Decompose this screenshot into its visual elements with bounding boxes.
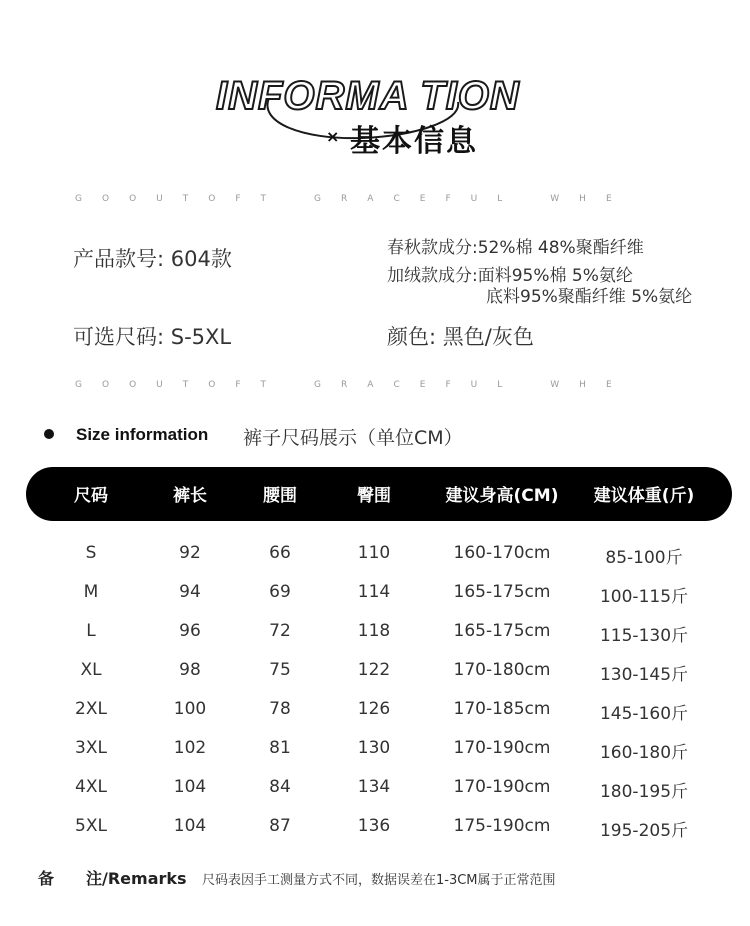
header-height: 建议身高(CM) (445, 486, 559, 506)
fleece-material: 加绒款成分:面料95%棉 5%氨纶 (387, 266, 633, 286)
cell-height: 165-175cm (453, 582, 551, 602)
cell-length: 96 (179, 621, 201, 641)
spring-material: 春秋款成分:52%棉 48%聚酯纤维 (387, 238, 644, 258)
cell-waist: 78 (269, 699, 291, 719)
logo-x-mark: × (326, 127, 340, 146)
header-waist: 腰围 (263, 486, 297, 506)
cell-weight: 115-130斤 (599, 626, 689, 646)
cell-height: 170-185cm (453, 699, 551, 719)
cell-length: 98 (179, 660, 201, 680)
available-sizes: 可选尺码: S-5XL (73, 325, 232, 349)
cell-size: 5XL (75, 816, 107, 836)
colors: 颜色: 黑色/灰色 (387, 325, 534, 349)
cell-waist: 87 (269, 816, 291, 836)
cell-length: 104 (173, 816, 207, 836)
remarks-text: 尺码表因手工测量方式不同，数据误差在1-3CM属于正常范围 (202, 873, 556, 888)
cell-size: 4XL (75, 777, 107, 797)
cell-hip: 122 (357, 660, 391, 680)
cell-waist: 69 (269, 582, 291, 602)
fleece-lining: 底料95%聚酯纤维 5%氨纶 (486, 287, 693, 307)
cell-height: 175-190cm (453, 816, 551, 836)
remarks-label-prefix: 备 (38, 869, 55, 888)
cell-height: 170-180cm (453, 660, 551, 680)
header-pants-length: 裤长 (173, 486, 207, 506)
cell-height: 165-175cm (453, 621, 551, 641)
cell-waist: 72 (269, 621, 291, 641)
product-model: 产品款号: 604款 (73, 247, 232, 271)
cell-weight: 160-180斤 (599, 743, 689, 763)
cell-hip: 136 (357, 816, 391, 836)
header-weight: 建议体重(斤) (593, 486, 695, 506)
logo-subtitle: 基本信息 (350, 124, 478, 159)
cell-waist: 66 (269, 543, 291, 563)
cell-size: M (83, 582, 99, 602)
cell-hip: 130 (357, 738, 391, 758)
cell-size: L (86, 621, 96, 641)
cell-waist: 75 (269, 660, 291, 680)
bullet-dot (44, 429, 54, 439)
cell-size: XL (80, 660, 102, 680)
cell-weight: 195-205斤 (599, 821, 689, 841)
header-size: 尺码 (74, 486, 108, 506)
cell-weight: 100-115斤 (599, 587, 689, 607)
logo-wordmark: INFORMA TION (216, 74, 520, 118)
cell-length: 104 (173, 777, 207, 797)
cell-hip: 118 (357, 621, 391, 641)
cell-length: 92 (179, 543, 201, 563)
cell-height: 160-170cm (453, 543, 551, 563)
cell-weight: 85-100斤 (605, 548, 683, 568)
cell-weight: 130-145斤 (599, 665, 689, 685)
header-hip: 臀围 (357, 486, 391, 506)
cell-size: 3XL (75, 738, 107, 758)
cell-weight: 145-160斤 (599, 704, 689, 724)
remarks-label: 注/Remarks (86, 869, 187, 888)
cell-hip: 134 (357, 777, 391, 797)
cell-weight: 180-195斤 (599, 782, 689, 802)
decor-letter-row-2: G O O U T O F T G R A C E F U L W H E (75, 380, 612, 390)
cell-hip: 126 (357, 699, 391, 719)
cell-waist: 84 (269, 777, 291, 797)
size-info-title-en: Size information (76, 425, 209, 444)
cell-length: 100 (173, 699, 207, 719)
cell-hip: 110 (357, 543, 391, 563)
cell-waist: 81 (269, 738, 291, 758)
decor-letter-row: G O O U T O F T G R A C E F U L W H E (75, 194, 612, 204)
cell-height: 170-190cm (453, 777, 551, 797)
cell-size: S (85, 543, 97, 563)
cell-height: 170-190cm (453, 738, 551, 758)
cell-hip: 114 (357, 582, 391, 602)
cell-size: 2XL (75, 699, 107, 719)
cell-length: 94 (179, 582, 201, 602)
size-info-title-zh: 裤子尺码展示（单位CM） (243, 427, 463, 449)
cell-length: 102 (173, 738, 207, 758)
